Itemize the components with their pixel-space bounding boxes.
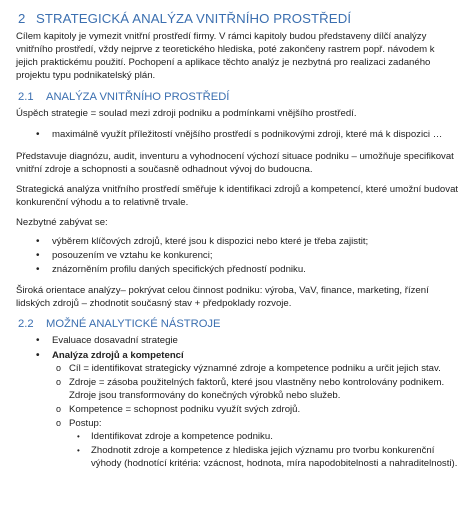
list-item: • Zhodnotit zdroje a kompetence z hlediska jejich významu pro tvorbu konkurenční výhody (hodnotící kritéria: vzácnost, hodnota, míra napodobitelnosti a nahraditelnosti). — [16, 444, 459, 470]
needed-label: Nezbytné zabývat se: — [16, 217, 108, 228]
procedure-list — [16, 430, 459, 470]
needed-list — [16, 235, 459, 276]
list-item: • Evaluace dosavadní strategie — [16, 334, 459, 347]
tools-list — [16, 334, 459, 470]
list-item: • posouzením ve vztahu ke konkurenci; — [16, 249, 459, 262]
list-item: o Kompetence = schopnost podniku využít svých zdrojů. — [16, 403, 459, 416]
strategy-definition: Úspěch strategie = soulad mezi zdroji podniku a podmínkami vnějšího prostředí. — [16, 108, 357, 119]
list-item: • Identifikovat zdroje a kompetence podniku. — [16, 430, 459, 443]
subsection-heading-2 — [18, 317, 459, 332]
section-title: STRATEGICKÁ ANALÝZA VNITŘNÍHO PROSTŘEDÍ — [36, 11, 352, 26]
opportunity-list — [16, 128, 459, 141]
list-item: • výběrem klíčových zdrojů, které jsou k dispozici nebo které je třeba zajistit; — [16, 235, 459, 248]
section-number: 2 — [18, 11, 26, 26]
resource-analysis-list — [16, 362, 459, 470]
list-item: • maximálně využít příležitostí vnějšího prostředí s podnikovými zdroji, které má k dispozici … — [16, 128, 459, 141]
subsection-number-2: 2.2 — [18, 318, 34, 330]
subsection-title-2: MOŽNÉ ANALYTICKÉ NÁSTROJE — [46, 318, 221, 330]
list-item: • znázorněním profilu daných specifických předností podniku. — [16, 263, 459, 276]
subsection-number-1: 2.1 — [18, 91, 34, 103]
subsection-title-1: ANALÝZA VNITŘNÍHO PROSTŘEDÍ — [46, 91, 230, 103]
list-item-label: Analýza zdrojů a kompetencí — [52, 350, 184, 361]
list-item: o Zdroje = zásoba použitelných faktorů, které jsou vlastněny nebo kontrolovány podnikem. Zdroje jsou transformovány do konečných výrobků nebo služeb. — [16, 376, 459, 402]
list-item-label: Postup: — [69, 418, 102, 429]
subsection-heading-1 — [18, 90, 459, 105]
list-item — [16, 349, 459, 470]
section-heading — [18, 10, 459, 27]
list-item: o Cíl = identifikovat strategicky významné zdroje a kompetence podniku a určit jejich stav. — [16, 362, 459, 375]
diagnosis-paragraph: Představuje diagnózu, audit, inventuru a vyhodnocení výchozí situace podniku – umožňuje specifikovat vnitřní zdroje a schopnosti a současně odhadnout vývoj do budoucna. — [16, 151, 454, 175]
orientation-paragraph: Široká orientace analýzy– pokrývat celou činnost podniku: výroba, VaV, finance, marketing, řízení lidských zdrojů – zhodnotit současný stav + předpoklady rozvoje. — [16, 285, 429, 309]
section-intro: Cílem kapitoly je vymezit vnitřní prostředí firmy. V rámci kapitoly budou představeny dílčí analýzy vnitřního prostředí, vždy nejprve z teoretického hlediska, poté zakončeny rastrem popř. návodem k jejich praktickému použití. Pochopení a aplikace těchto analýz je nezbytná pro realizaci zadaného projektu typu podnikatelský plán. — [16, 31, 435, 81]
identification-paragraph: Strategická analýza vnitřního prostředí směřuje k identifikaci zdrojů a kompetencí, které umožní budovat konkurenční výhodu a to relativně trvale. — [16, 184, 459, 208]
list-item — [16, 417, 459, 470]
